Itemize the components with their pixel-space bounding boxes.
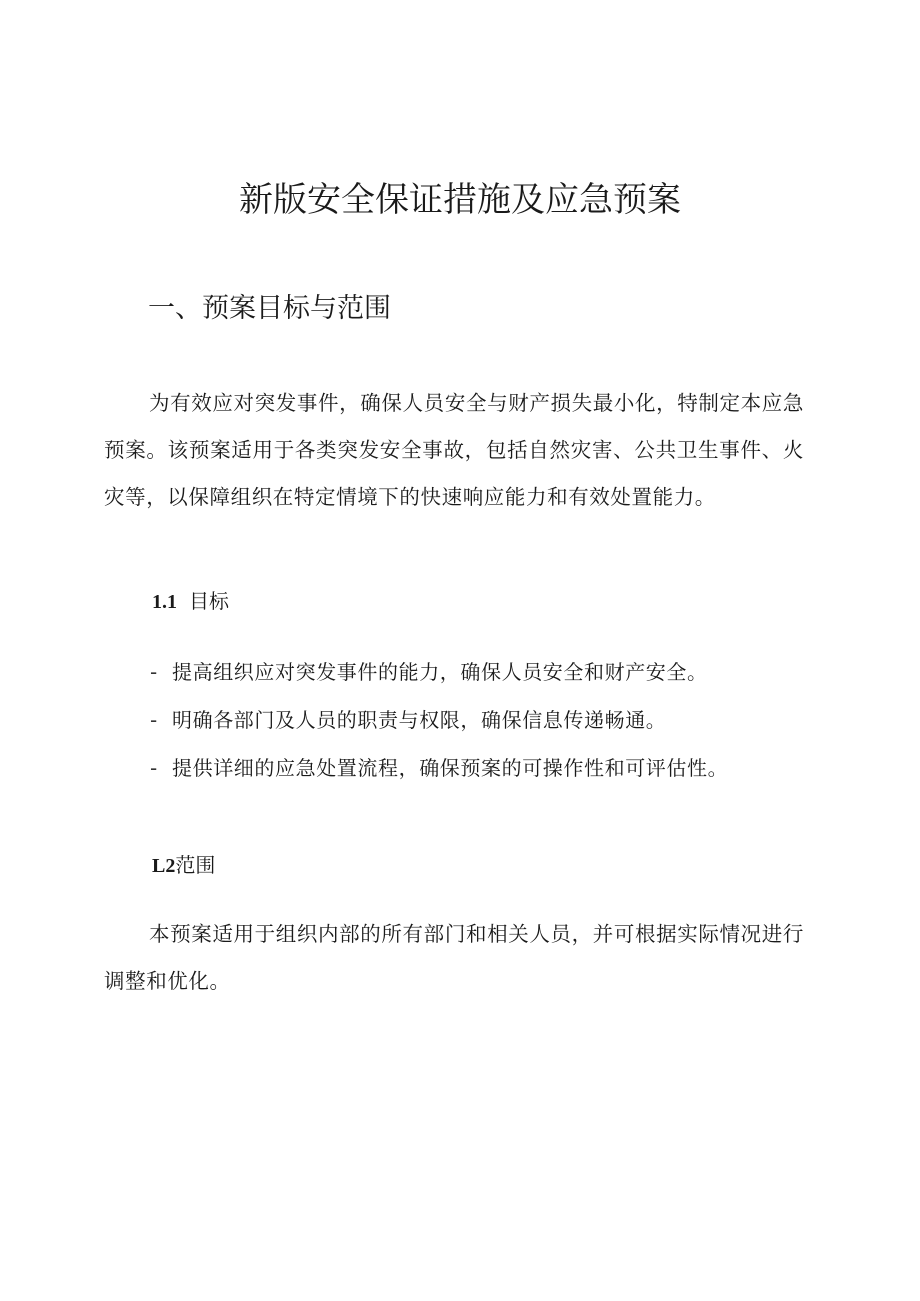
subsection-number: 1.1	[152, 591, 177, 613]
list-item	[150, 648, 728, 696]
goals-list	[150, 648, 728, 792]
list-item-text: 提供详细的应急处置流程，确保预案的可操作性和可评估性。	[172, 756, 729, 780]
subsection-label: 范围	[175, 853, 216, 877]
list-item	[150, 696, 728, 744]
subsection-number: L2	[152, 855, 176, 877]
subsection-scope-heading	[152, 850, 215, 881]
subsection-goals-heading	[152, 586, 229, 617]
intro-paragraph: 为有效应对突发事件，确保人员安全与财产损失最小化，特制定本应急预案。该预案适用于各类突发安全事故，包括自然灾害、公共卫生事件、火灾等，以保障组织在特定情境下的快速响应能力和有效处置能力。	[104, 391, 804, 509]
subsection-label: 目标	[189, 589, 229, 613]
scope-paragraph: 本预案适用于组织内部的所有部门和相关人员，并可根据实际情况进行调整和优化。	[104, 922, 804, 993]
list-item	[150, 744, 728, 792]
list-item-text: 明确各部门及人员的职责与权限，确保信息传递畅通。	[172, 708, 667, 732]
list-item-text: 提高组织应对突发事件的能力，确保人员安全和财产安全。	[172, 660, 708, 684]
section-heading: 一、预案目标与范围	[148, 293, 391, 324]
list-dash: -	[150, 708, 158, 732]
document-title: 新版安全保证措施及应急预案	[239, 180, 681, 220]
list-dash: -	[150, 660, 158, 684]
list-dash: -	[150, 756, 158, 780]
